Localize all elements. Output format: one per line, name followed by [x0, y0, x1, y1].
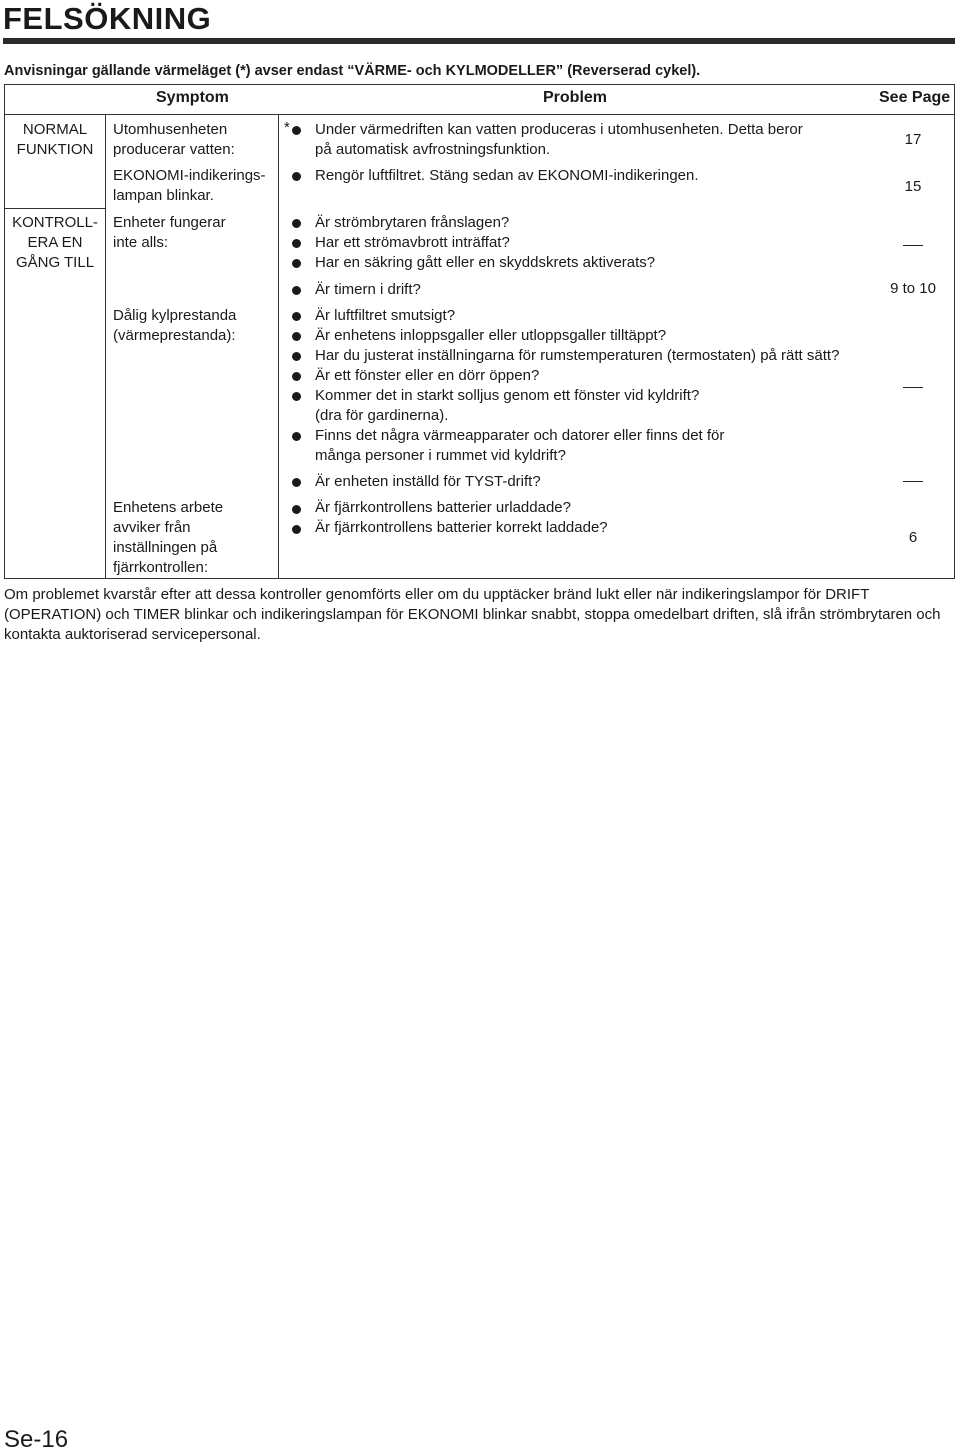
problem-clean-filter: Rengör luftfiltret. Stäng sedan av EKONOMI-indikeringen. [315, 167, 699, 184]
bullet-icon [292, 219, 301, 228]
bullet-icon [292, 478, 301, 487]
problem-sunlight-line1: Kommer det in starkt solljus genom ett fönster vid kyldrift? [315, 387, 700, 404]
bullet-icon [292, 259, 301, 268]
symptom-water-line2: producerar vatten: [113, 141, 235, 158]
see-page-17: 17 [904, 131, 922, 148]
see-page-none-dash [903, 245, 923, 246]
category-kontroll-line2: ERA EN [27, 234, 83, 251]
title-rule [3, 38, 955, 44]
bullet-icon [292, 432, 301, 441]
bullet-icon [292, 172, 301, 181]
footer-warning: Om problemet kvarstår efter att dessa kontroller genomförts eller om du upptäcker bränd lukt eller när indikeringslampor för DRIFT (OPERATION) och TIMER blinkar och indikeringslampan för EKONOMI blinkar snabbt, stoppa omedelbart driften, slå ifrån strömbrytaren och kontakta auktoriserad servicepersonal. [4, 586, 941, 643]
symptom-remote-line2: avviker från [113, 519, 191, 536]
bullet-icon [292, 352, 301, 361]
category-row-divider [4, 208, 105, 209]
symptom-column-divider [278, 114, 279, 579]
problem-breaker: Är strömbrytaren frånslagen? [315, 214, 510, 231]
category-normal-line1: NORMAL [22, 121, 88, 138]
problem-fuse: Har en säkring gått eller en skyddskrets aktiverats? [315, 254, 656, 271]
problem-batteries-empty: Är fjärrkontrollens batterier urladdade? [315, 499, 571, 516]
problem-defrost-line2: på automatisk avfrostningsfunktion. [315, 141, 551, 158]
symptom-water-line1: Utomhusenheten [113, 121, 228, 138]
intro-note: Anvisningar gällande värmeläget (*) avser endast “VÄRME- och KYLMODELLER” (Reverserad cykel). [4, 63, 701, 79]
problem-heat-sources-line1: Finns det några värmeapparater och datorer eller finns det för [315, 427, 725, 444]
bullet-icon [292, 286, 301, 295]
see-page-none-dash [903, 481, 923, 482]
symptom-poor-cooling-line2: (värmeprestanda): [113, 327, 236, 344]
bullet-icon [292, 126, 301, 135]
bullet-icon [292, 312, 301, 321]
symptom-remote-line3: inställningen på [113, 539, 218, 556]
problem-thermostat: Har du justerat inställningarna för rumstemperaturen (termostaten) på rätt sätt? [315, 347, 840, 364]
page-title: FELSÖKNING [3, 1, 212, 36]
symptom-remote-line4: fjärrkontrollen: [113, 559, 209, 576]
header-divider [4, 114, 955, 115]
bullet-icon [292, 525, 301, 534]
see-page-none-dash [903, 387, 923, 388]
symptom-not-working-line2: inte alls: [113, 234, 169, 251]
problem-batteries-inserted: Är fjärrkontrollens batterier korrekt laddade? [315, 519, 608, 536]
bullet-icon [292, 505, 301, 514]
category-kontroll-line1: KONTROLL- [12, 214, 98, 231]
bullet-icon [292, 239, 301, 248]
category-normal-line2: FUNKTION [16, 141, 94, 158]
problem-heat-sources-line2: många personer i rummet vid kyldrift? [315, 447, 566, 464]
bullet-icon [292, 392, 301, 401]
problem-quiet-mode: Är enheten inställd för TYST-drift? [315, 473, 541, 490]
see-page-15: 15 [904, 178, 922, 195]
problem-dirty-filter: Är luftfiltret smutsigt? [315, 307, 456, 324]
problem-defrost-line1: Under värmedriften kan vatten produceras i utomhusenheten. Detta beror [315, 121, 803, 138]
symptom-not-working-line1: Enheter fungerar [113, 214, 226, 231]
symptom-eco-line2: lampan blinkar. [113, 187, 214, 204]
problem-sunlight-line2: (dra för gardinerna). [315, 407, 449, 424]
bullet-icon [292, 372, 301, 381]
problem-timer: Är timern i drift? [315, 281, 421, 298]
see-page-9-to-10: 9 to 10 [890, 280, 936, 297]
symptom-eco-line1: EKONOMI-indikerings- [113, 167, 266, 184]
heating-mode-asterisk: * [284, 119, 290, 136]
category-column-divider [105, 114, 106, 579]
category-kontroll-line3: GÅNG TILL [15, 254, 95, 271]
header-symptom: Symptom [156, 89, 229, 106]
header-see-page: See Page [879, 89, 951, 106]
page-number: Se-16 [4, 1426, 69, 1453]
problem-power-outage: Har ett strömavbrott inträffat? [315, 234, 510, 251]
symptom-poor-cooling-line1: Dålig kylprestanda [113, 307, 237, 324]
symptom-remote-line1: Enhetens arbete [113, 499, 224, 516]
see-page-6: 6 [908, 529, 918, 546]
problem-window-open: Är ett fönster eller en dörr öppen? [315, 367, 540, 384]
header-problem: Problem [543, 89, 608, 106]
bullet-icon [292, 332, 301, 341]
problem-grille-blocked: Är enhetens inloppsgaller eller utloppsgaller tilltäppt? [315, 327, 667, 344]
